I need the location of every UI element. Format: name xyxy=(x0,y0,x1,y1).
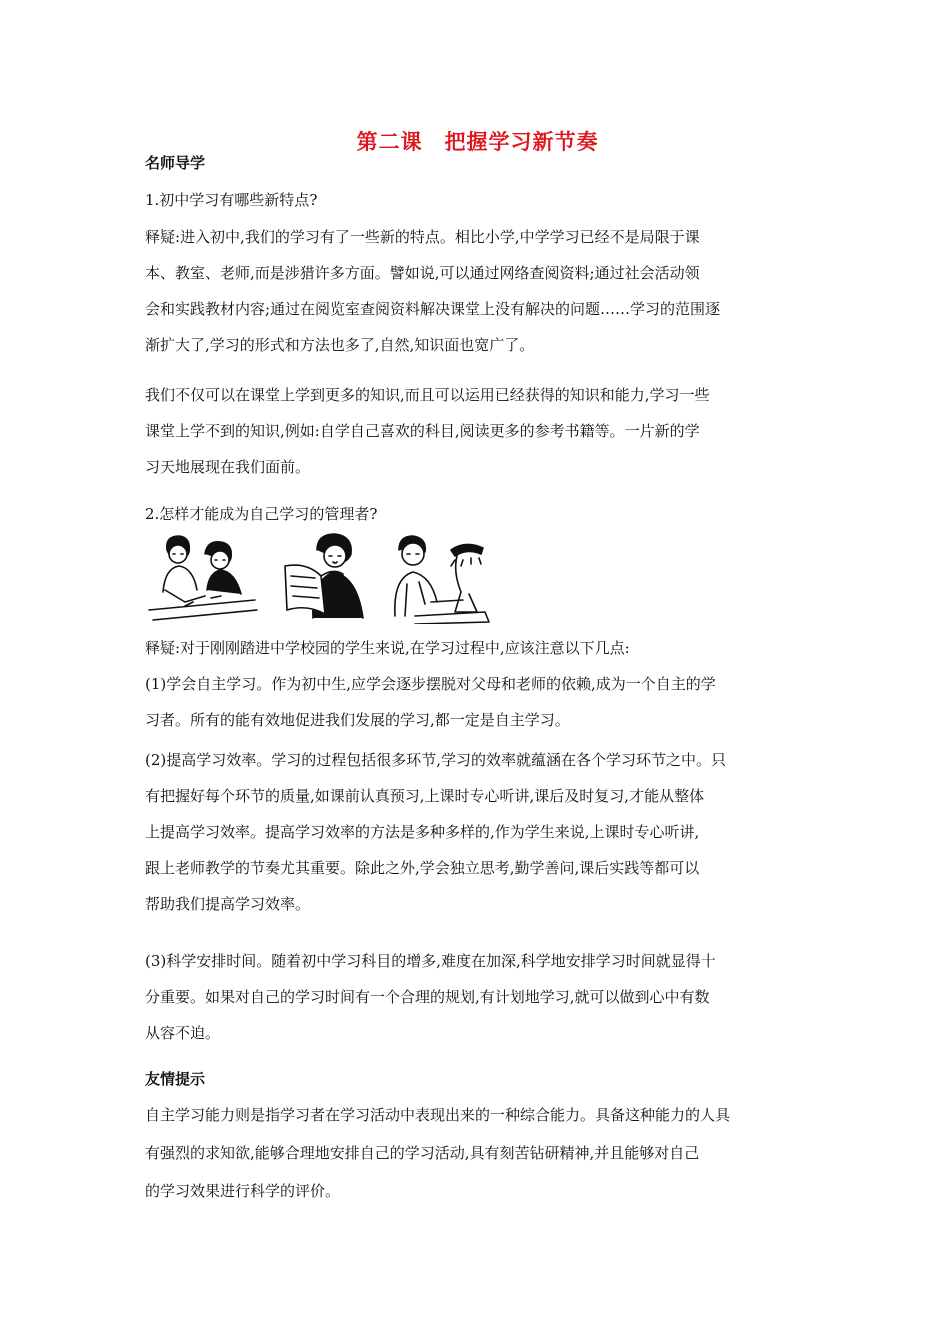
text-line: 帮助我们提高学习效率。 xyxy=(145,895,311,913)
text-line: 我们不仅可以在课堂上学到更多的知识,而且可以运用已经获得的知识和能力,学习一些 xyxy=(145,386,710,404)
page-title xyxy=(145,126,810,156)
title-lesson: 第二课 xyxy=(356,130,423,154)
text-line: 分重要。如果对自己的学习时间有一个合理的规划,有计划地学习,就可以做到心中有数 xyxy=(145,988,710,1006)
text-line: 会和实践教材内容;通过在阅览室查阅资料解决课堂上没有解决的问题……学习的范围逐 xyxy=(145,300,721,318)
two-students-writing-figure xyxy=(149,536,257,620)
text-line: (3)科学安排时间。随着初中学习科目的增多,难度在加深,科学地安排学习时间就显得十 xyxy=(145,952,716,970)
text-line: 上提高学习效率。提高学习效率的方法是多种多样的,作为学生来说,上课时专心听讲, xyxy=(145,823,700,841)
text-line: 的学习效果进行科学的评价。 xyxy=(145,1182,341,1200)
text-line: 渐扩大了,学习的形式和方法也多了,自然,知识面也宽广了。 xyxy=(145,336,535,354)
section-heading-guide: 名师导学 xyxy=(145,154,206,172)
question-text: 1.初中学习有哪些新特点? xyxy=(145,191,318,209)
title-topic: 把握学习新节奏 xyxy=(444,130,599,154)
text-line: (2)提高学习效率。学习的过程包括很多环节,学习的效率就蕴涵在各个学习环节之中。只 xyxy=(145,751,727,769)
student-with-lamp-figure xyxy=(395,536,489,624)
text-line: 有强烈的求知欲,能够合理地安排自己的学习活动,具有刻苦钻研精神,并且能够对自己 xyxy=(145,1144,700,1162)
text-line: 课堂上学不到的知识,例如:自学自己喜欢的科目,阅读更多的参考书籍等。一片新的学 xyxy=(145,422,700,440)
text-line: 习者。所有的能有效地促进我们发展的学习,都一定是自主学习。 xyxy=(145,711,570,729)
students-studying-illustration xyxy=(145,532,490,624)
student-reading-figure xyxy=(285,534,363,618)
text-line: (1)学会自主学习。作为初中生,应学会逐步摆脱对父母和老师的依赖,成为一个自主的学 xyxy=(145,675,716,693)
text-line: 释疑:进入初中,我们的学习有了一些新的特点。相比小学,中学学习已经不是局限于课 xyxy=(145,228,700,246)
text-line: 自主学习能力则是指学习者在学习活动中表现出来的一种综合能力。具备这种能力的人具 xyxy=(145,1106,731,1124)
text-line: 习天地展现在我们面前。 xyxy=(145,458,311,476)
section-heading-tips: 友情提示 xyxy=(145,1070,206,1088)
question-text: 2.怎样才能成为自己学习的管理者? xyxy=(145,505,378,523)
text-line: 释疑:对于刚刚踏进中学校园的学生来说,在学习过程中,应该注意以下几点: xyxy=(145,639,630,657)
text-line: 本、教室、老师,而是涉猎许多方面。譬如说,可以通过网络查阅资料;通过社会活动领 xyxy=(145,264,700,282)
text-line: 从容不迫。 xyxy=(145,1024,221,1042)
text-line: 有把握好每个环节的质量,如课前认真预习,上课时专心听讲,课后及时复习,才能从整体 xyxy=(145,787,705,805)
text-line: 跟上老师教学的节奏尤其重要。除此之外,学会独立思考,勤学善问,课后实践等都可以 xyxy=(145,859,700,877)
